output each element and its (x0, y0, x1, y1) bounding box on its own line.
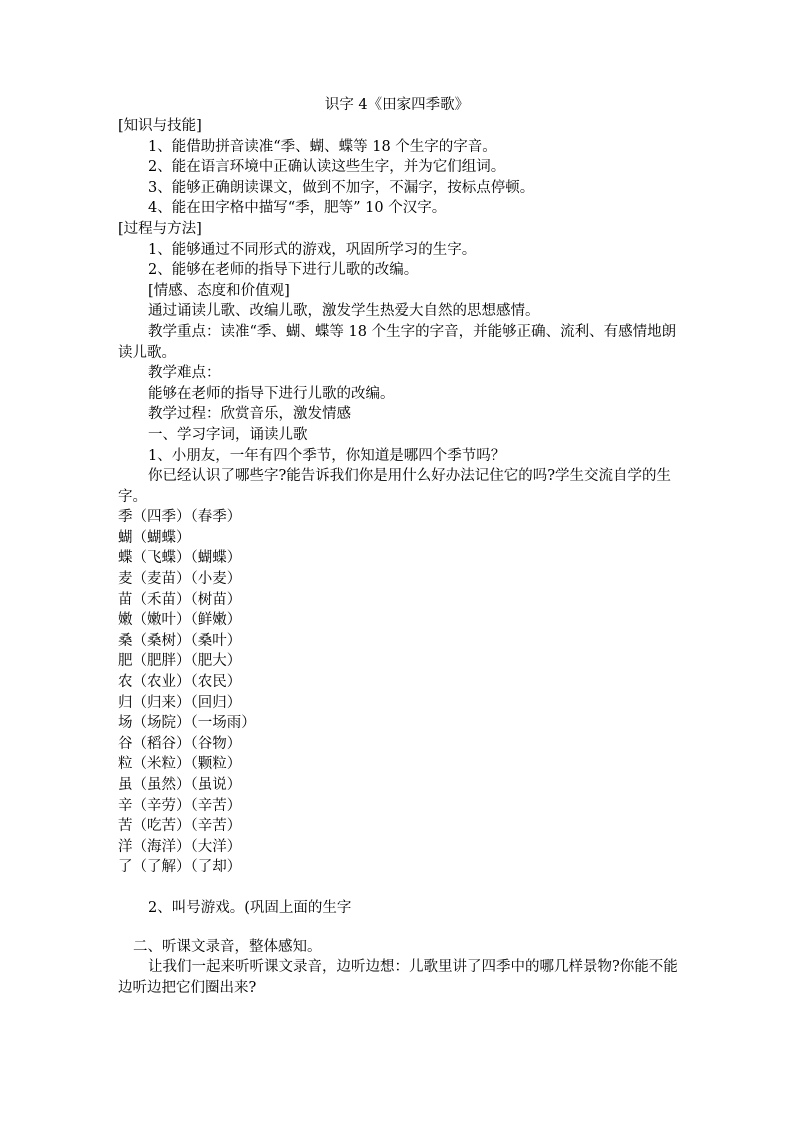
vocab-item: 粒（米粒）（颗粒） (118, 756, 242, 773)
vocab-item: 苦（吃苦）（辛苦） (118, 818, 242, 835)
part2-heading: 二、听课文录音，整体感知。 (133, 938, 322, 955)
objective-item: 通过诵读儿歌、改编儿歌，激发学生热爱大自然的思想感情。 (148, 303, 540, 320)
vocab-item: 麦（麦苗）（小麦） (118, 571, 242, 588)
objective-item: 1、能够通过不同形式的游戏，巩固所学习的生字。 (148, 241, 477, 258)
question-line: 1、小朋友，一年有四个季节，你知道是哪四个季节吗？ (148, 447, 506, 464)
vocab-item: 了（了解）（了却） (118, 859, 242, 876)
difficulty-label: 教学难点： (148, 365, 221, 382)
vocab-item: 蝴（蝴蝶） (118, 529, 191, 546)
objective-item: 4、能在田字格中描写“季，肥等” 10 个汉字。 (148, 200, 447, 217)
blank-line (118, 878, 678, 898)
question-paragraph: 你已经认识了哪些字?能告诉我们你是用什么好办法记住它的吗?学生交流自学的生字。 (118, 468, 672, 505)
vocab-item: 农（农业）（农民） (118, 674, 242, 691)
vocab-item: 嫩（嫩叶）（鲜嫩） (118, 612, 242, 629)
section-heading-emotion: [情感、态度和价值观] (148, 282, 290, 299)
objective-item: 2、能在语言环境中正确认读这些生字，并为它们组词。 (148, 159, 506, 176)
section-heading-process: [过程与方法] (118, 220, 202, 237)
section-heading-knowledge: [知识与技能] (118, 118, 202, 134)
vocab-item: 洋（海洋）（大洋） (118, 838, 242, 855)
objective-item: 1、能借助拼音读准“季、蝴、蝶等 18 个生字的字音。 (148, 138, 497, 155)
vocab-item: 归（归来）（回归） (118, 694, 242, 711)
vocab-item: 场（场院）（一场雨） (118, 715, 256, 732)
vocab-list (118, 507, 678, 878)
blank-line (118, 919, 678, 937)
process-line: 教学过程：欣赏音乐，激发情感 (148, 406, 351, 423)
vocab-item: 虽（虽然）（虽说） (118, 777, 242, 793)
key-point-paragraph: 教学重点：读准“季、蝴、蝶等 18 个生字的字音，并能够正确、流利、有感情地朗读儿歌。 (118, 323, 677, 361)
vocab-item: 蝶（飞蝶）（蝴蝶） (118, 550, 242, 567)
vocab-item: 辛（辛劳）（辛苦） (118, 797, 242, 814)
document-body (118, 116, 678, 998)
game-line: 2、叫号游戏。(巩固上面的生字 (148, 899, 352, 916)
part1-heading: 一、学习字词，诵读儿歌 (148, 426, 308, 443)
part2-paragraph: 让我们一起来听听课文录音，边听边想：儿歌里讲了四季中的哪几样景物?你能不能边听边把它们圈出来? (118, 959, 678, 996)
objective-item: 2、能够在老师的指导下进行儿歌的改编。 (148, 262, 419, 279)
document-title: 识字 4《田家四季歌》 (324, 97, 470, 113)
vocab-item: 季（四季）（春季） (118, 509, 242, 526)
vocab-item: 肥（肥胖）（肥大） (118, 653, 242, 670)
vocab-item: 苗（禾苗）（树苗） (118, 591, 242, 608)
objective-item: 3、能够正确朗读课文，做到不加字，不漏字，按标点停顿。 (148, 179, 535, 196)
vocab-item: 谷（稻谷）（谷物） (118, 735, 242, 752)
vocab-item: 桑（桑树）（桑叶） (118, 632, 242, 649)
difficulty-text: 能够在老师的指导下进行儿歌的改编。 (148, 385, 395, 402)
